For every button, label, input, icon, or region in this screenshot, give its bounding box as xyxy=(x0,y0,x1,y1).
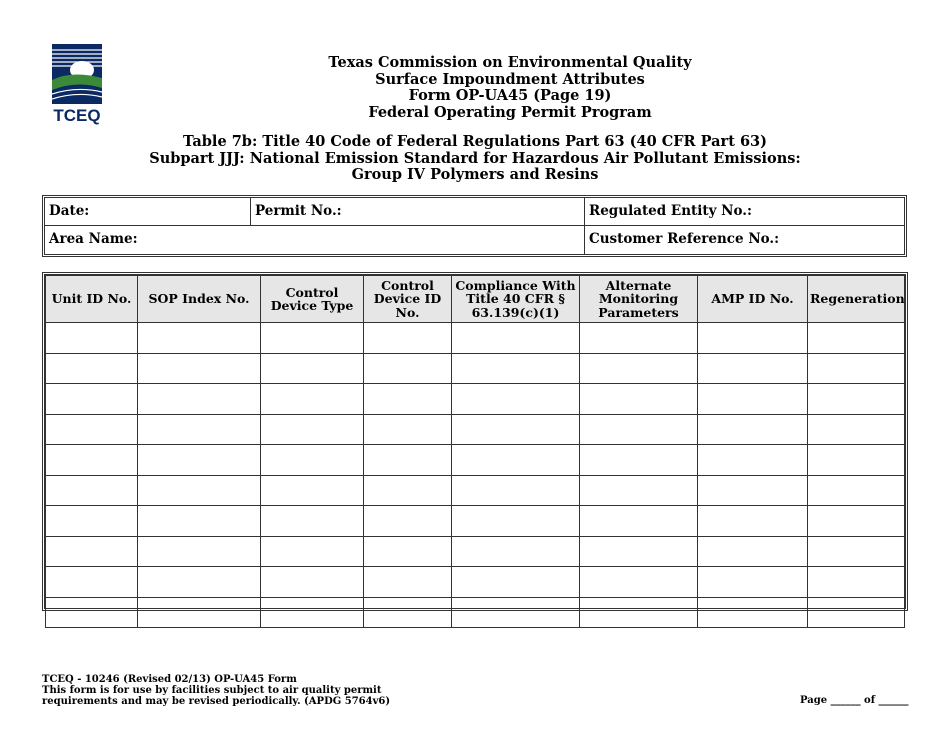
form-header xyxy=(210,55,810,121)
table-row xyxy=(46,384,905,415)
table-cell[interactable] xyxy=(261,323,364,354)
table-cell[interactable] xyxy=(46,536,138,567)
table-cell[interactable] xyxy=(452,597,580,628)
table-cell[interactable] xyxy=(261,597,364,628)
table-cell[interactable] xyxy=(138,475,261,506)
table-cell[interactable] xyxy=(46,384,138,415)
col-unit-id: Unit ID No. xyxy=(46,276,138,323)
table-cell[interactable] xyxy=(46,445,138,476)
table-row xyxy=(46,475,905,506)
form-title: Surface Impoundment Attributes xyxy=(375,70,645,88)
form-notice-line2: requirements and may be revised periodically. (APDG 5764v6) xyxy=(42,696,391,707)
table-cell[interactable] xyxy=(698,414,808,445)
table-cell[interactable] xyxy=(46,323,138,354)
table-cell[interactable] xyxy=(261,445,364,476)
table-cell[interactable] xyxy=(580,506,698,537)
col-alternate-monitoring: Alternate Monitoring Parameters xyxy=(580,276,698,323)
table-cell[interactable] xyxy=(452,323,580,354)
table-row xyxy=(46,445,905,476)
attributes-table xyxy=(42,272,908,611)
form-revision: TCEQ - 10246 (Revised 02/13) OP-UA45 Form xyxy=(42,674,297,685)
area-name-field[interactable] xyxy=(45,226,585,254)
col-amp-id: AMP ID No. xyxy=(698,276,808,323)
table-cell[interactable] xyxy=(138,567,261,598)
table-cell[interactable] xyxy=(46,353,138,384)
table-cell[interactable] xyxy=(46,475,138,506)
table-cell[interactable] xyxy=(46,567,138,598)
date-field[interactable] xyxy=(45,198,251,226)
table-cell[interactable] xyxy=(138,536,261,567)
table-row xyxy=(46,536,905,567)
table-cell[interactable] xyxy=(580,475,698,506)
col-control-device-type: Control Device Type xyxy=(261,276,364,323)
program-title: Federal Operating Permit Program xyxy=(368,103,652,121)
col-control-device-id: Control Device ID No. xyxy=(364,276,452,323)
table-cell[interactable] xyxy=(138,323,261,354)
table-cell[interactable] xyxy=(364,323,452,354)
table-cell[interactable] xyxy=(698,567,808,598)
table-cell[interactable] xyxy=(46,414,138,445)
table-cell[interactable] xyxy=(580,567,698,598)
table-cell[interactable] xyxy=(364,384,452,415)
table-cell[interactable] xyxy=(46,506,138,537)
table-cell[interactable] xyxy=(808,567,905,598)
table-cell[interactable] xyxy=(364,445,452,476)
table-cell[interactable] xyxy=(452,414,580,445)
table-row xyxy=(46,567,905,598)
table-row xyxy=(46,323,905,354)
table-cell[interactable] xyxy=(580,536,698,567)
table-cell[interactable] xyxy=(364,353,452,384)
table-cell[interactable] xyxy=(808,353,905,384)
form-number: Form OP-UA45 (Page 19) xyxy=(408,87,612,104)
table-cell[interactable] xyxy=(364,536,452,567)
table-cell[interactable] xyxy=(580,597,698,628)
table-cell[interactable] xyxy=(452,384,580,415)
table-cell[interactable] xyxy=(452,445,580,476)
permit-label: Permit No.: xyxy=(255,203,342,219)
table-cell[interactable] xyxy=(452,475,580,506)
table-row xyxy=(46,353,905,384)
table-cell[interactable] xyxy=(364,567,452,598)
table-cell[interactable] xyxy=(808,445,905,476)
table-cell[interactable] xyxy=(261,475,364,506)
table-cell[interactable] xyxy=(698,323,808,354)
tceq-logo xyxy=(52,44,102,126)
table-cell[interactable] xyxy=(46,597,138,628)
form-notice-line1: This form is for use by facilities subject to air quality permit xyxy=(42,685,382,696)
regulated-entity-label: Regulated Entity No.: xyxy=(589,203,752,219)
table-cell[interactable] xyxy=(698,506,808,537)
identification-block xyxy=(42,195,907,257)
table-cell[interactable] xyxy=(364,414,452,445)
permit-number-field[interactable] xyxy=(251,198,585,226)
table-cell[interactable] xyxy=(261,414,364,445)
table-cell[interactable] xyxy=(808,414,905,445)
subpart-subtitle: Group IV Polymers and Resins xyxy=(351,166,599,183)
table-cell[interactable] xyxy=(698,384,808,415)
logo-text: TCEQ xyxy=(53,106,101,125)
table-cell[interactable] xyxy=(580,353,698,384)
table-cell[interactable] xyxy=(364,506,452,537)
page-number: Page ______ of ______ xyxy=(800,695,909,706)
col-regeneration: Regeneration xyxy=(808,276,905,323)
table-cell[interactable] xyxy=(808,597,905,628)
table-cell[interactable] xyxy=(261,506,364,537)
table-cell[interactable] xyxy=(364,475,452,506)
table-cell[interactable] xyxy=(452,567,580,598)
table-cell[interactable] xyxy=(138,445,261,476)
table-cell[interactable] xyxy=(452,353,580,384)
table-cell[interactable] xyxy=(138,353,261,384)
table-title: Table 7b: Title 40 Code of Federal Regulations Part 63 (40 CFR Part 63) xyxy=(183,133,767,150)
table-cell[interactable] xyxy=(580,445,698,476)
table-row xyxy=(46,597,905,628)
table-cell[interactable] xyxy=(138,384,261,415)
table-cell[interactable] xyxy=(261,353,364,384)
subpart-title: Subpart JJJ: National Emission Standard for Hazardous Air Pollutant Emissions: xyxy=(149,149,801,167)
date-label: Date: xyxy=(49,203,90,219)
customer-reference-label: Customer Reference No.: xyxy=(589,231,780,247)
table-cell[interactable] xyxy=(138,597,261,628)
table-cell[interactable] xyxy=(808,536,905,567)
col-sop-index: SOP Index No. xyxy=(138,276,261,323)
table-cell[interactable] xyxy=(808,475,905,506)
table-cell[interactable] xyxy=(580,414,698,445)
table-cell[interactable] xyxy=(261,536,364,567)
table-cell[interactable] xyxy=(261,384,364,415)
table-cell[interactable] xyxy=(364,597,452,628)
table-cell[interactable] xyxy=(452,536,580,567)
table-cell[interactable] xyxy=(698,353,808,384)
table-row xyxy=(46,506,905,537)
table-cell[interactable] xyxy=(808,506,905,537)
customer-reference-field[interactable] xyxy=(585,226,904,254)
table-cell[interactable] xyxy=(808,384,905,415)
area-name-label: Area Name: xyxy=(49,231,138,247)
col-compliance: Compliance With Title 40 CFR § 63.139(c)(1) xyxy=(452,276,580,323)
table-header-row xyxy=(46,276,905,323)
table-cell[interactable] xyxy=(452,506,580,537)
table-cell[interactable] xyxy=(698,475,808,506)
table-cell[interactable] xyxy=(580,384,698,415)
table-cell[interactable] xyxy=(580,323,698,354)
table-cell[interactable] xyxy=(698,597,808,628)
table-cell[interactable] xyxy=(138,414,261,445)
table-row xyxy=(46,414,905,445)
table-cell[interactable] xyxy=(138,506,261,537)
agency-title: Texas Commission on Environmental Quality xyxy=(328,54,692,71)
table-heading xyxy=(100,134,850,184)
form-footer xyxy=(42,674,390,707)
table-cell[interactable] xyxy=(698,445,808,476)
table-cell[interactable] xyxy=(808,323,905,354)
table-cell[interactable] xyxy=(698,536,808,567)
table-cell[interactable] xyxy=(261,567,364,598)
tceq-logo-mark xyxy=(52,44,102,104)
table-body xyxy=(46,323,905,628)
regulated-entity-field[interactable] xyxy=(585,198,904,226)
